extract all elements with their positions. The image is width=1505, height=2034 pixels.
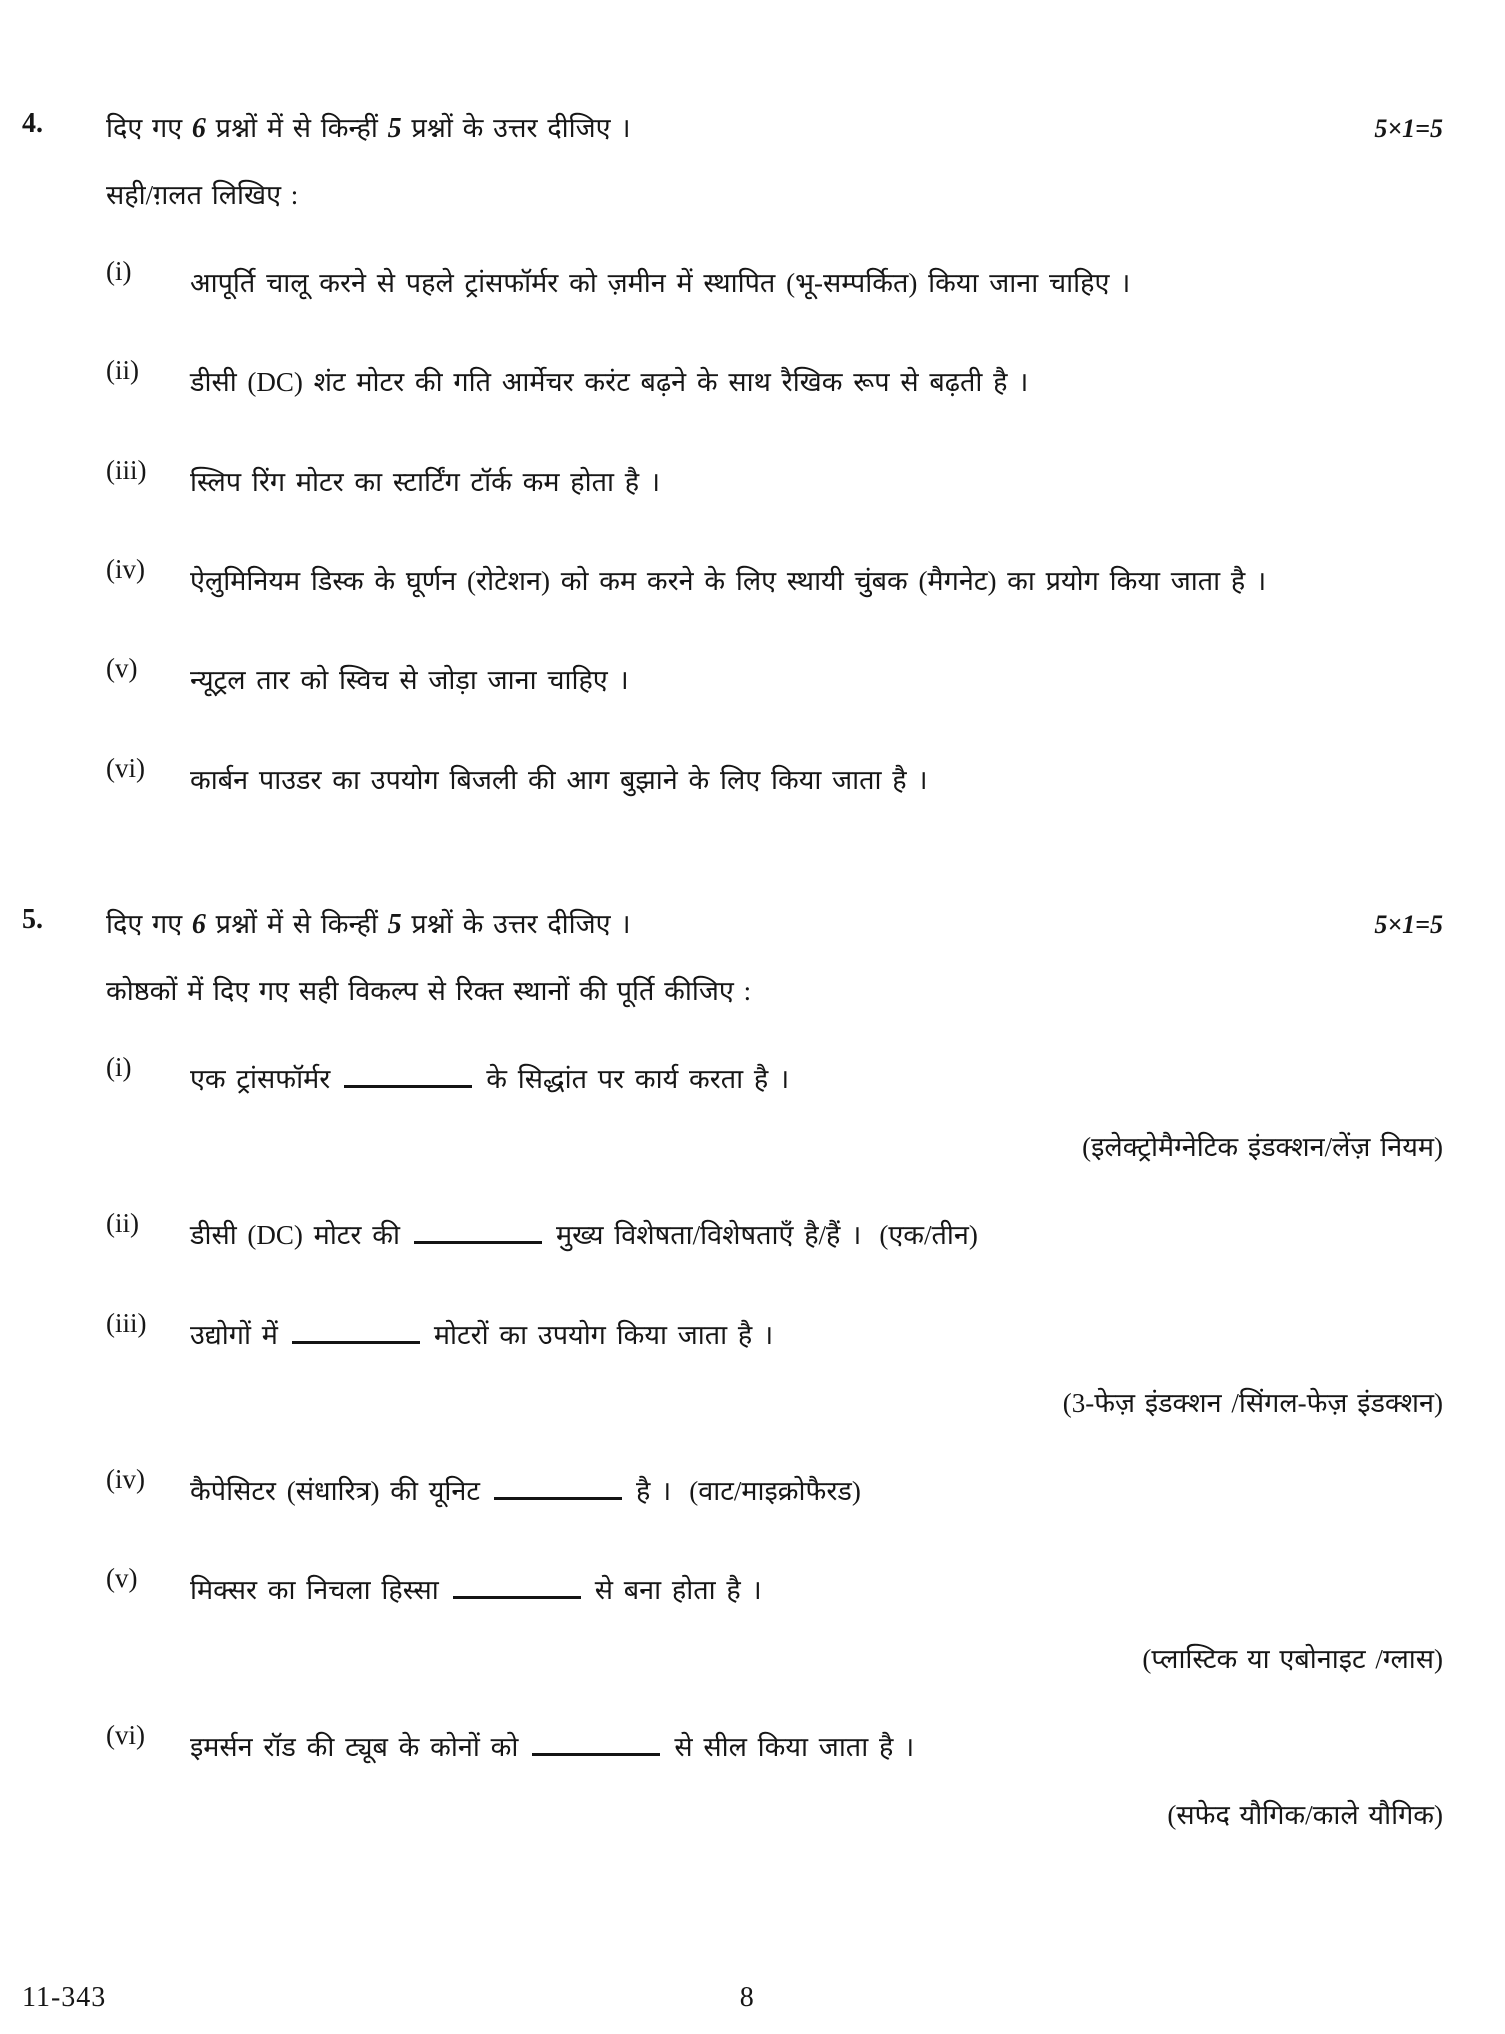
- q5-item-iii: [106, 1308, 1443, 1420]
- question-4-number: 4.: [22, 108, 43, 139]
- instruction-text: प्रश्नों के उत्तर दीजिए ।: [411, 909, 631, 940]
- q5-item-iv: [106, 1464, 1443, 1519]
- item-label: (ii): [106, 355, 139, 386]
- instruction-text: प्रश्नों में से किन्हीं: [215, 909, 378, 940]
- fill-in-blank: [292, 1318, 420, 1344]
- fill-in-blank: [414, 1218, 542, 1244]
- instruction-text: दिए गए: [106, 113, 183, 143]
- q5-item-ii: [106, 1208, 1443, 1263]
- q4-item-v: [106, 653, 1443, 708]
- q4-item-iii: [106, 455, 1443, 510]
- item-text: [190, 1208, 1443, 1263]
- q4-item-ii: [106, 355, 1443, 410]
- item-text: ऐलुमिनियम डिस्क के घूर्णन (रोटेशन) को कम करने के लिए स्थायी चुंबक (मैगनेट) का प्रयोग किया जाता है ।: [190, 566, 1267, 597]
- item-label: (i): [106, 256, 132, 286]
- instruction-count: 6: [191, 113, 206, 144]
- instruction-count: 5: [387, 909, 402, 941]
- question-5-instruction: [106, 904, 631, 941]
- text-after-blank: है ।: [635, 1476, 672, 1507]
- text-before-blank: एक ट्रांसफॉर्मर: [190, 1064, 331, 1095]
- instruction-text: दिए गए: [106, 909, 183, 940]
- text-after-blank: मुख्य विशेषता/विशेषताएँ है/हैं ।: [555, 1220, 862, 1251]
- text-after-blank: के सिद्धांत पर कार्य करता है ।: [486, 1064, 790, 1095]
- q5-item-i: [106, 1052, 1443, 1164]
- text-after-blank: से बना होता है ।: [594, 1575, 762, 1606]
- question-4-items: [106, 256, 1443, 808]
- text-after-blank: मोटरों का उपयोग किया जाता है ।: [433, 1319, 774, 1350]
- item-label: (v): [106, 1563, 138, 1594]
- question-5-subtitle: कोष्ठकों में दिए गए सही विकल्प से रिक्त स्थानों की पूर्ति कीजिए :: [106, 976, 752, 1007]
- inline-options: (एक/तीन): [879, 1220, 978, 1251]
- q4-item-iv: [106, 554, 1443, 609]
- item-text: डीसी (DC) शंट मोटर की गति आर्मेचर करंट बढ़ने के साथ रैखिक रूप से बढ़ती है ।: [190, 367, 1029, 398]
- text-before-blank: इमर्सन रॉड की ट्यूब के कोनों को: [190, 1731, 519, 1762]
- page-footer: [22, 1982, 1443, 2022]
- item-text: [190, 1563, 1443, 1618]
- page-number: 8: [739, 1982, 754, 2013]
- q5-item-vi: [106, 1720, 1443, 1832]
- options-line: (इलेक्ट्रोमैग्नेटिक इंडक्शन/लेंज़ नियम): [1082, 1132, 1443, 1163]
- item-text: स्लिप रिंग मोटर का स्टार्टिंग टॉर्क कम होता है ।: [190, 466, 661, 497]
- inline-options: (वाट/माइक्रोफैरड): [689, 1476, 861, 1507]
- text-before-blank: डीसी (DC) मोटर की: [190, 1220, 400, 1251]
- fill-in-blank: [453, 1574, 581, 1600]
- instruction-text: प्रश्नों के उत्तर दीजिए ।: [411, 113, 631, 143]
- question-5-marks: 5×1=5: [1374, 910, 1443, 940]
- item-label: (v): [106, 653, 138, 684]
- fill-in-blank: [344, 1062, 472, 1088]
- item-label: (iii): [106, 1307, 147, 1338]
- paper-code: 11-343: [22, 1982, 107, 2013]
- question-5-number: 5.: [22, 904, 43, 936]
- item-text: [190, 1052, 1443, 1107]
- question-5-items: [106, 1052, 1443, 1832]
- item-text: कार्बन पाउडर का उपयोग बिजली की आग बुझाने के लिए किया जाता है ।: [190, 764, 928, 795]
- item-label: (vi): [106, 752, 145, 783]
- text-after-blank: से सील किया जाता है ।: [674, 1731, 915, 1762]
- item-label: (iv): [106, 554, 145, 585]
- item-label: (i): [106, 1052, 132, 1083]
- question-4-subtitle: सही/ग़लत लिखिए :: [106, 180, 299, 210]
- options-line: (प्लास्टिक या एबोनाइट /ग्लास): [1142, 1643, 1443, 1674]
- item-text: [190, 1464, 1443, 1519]
- text-before-blank: उद्योगों में: [190, 1319, 278, 1350]
- q4-item-vi: [106, 753, 1443, 808]
- item-text: [190, 1720, 1443, 1775]
- item-label: (iii): [106, 454, 147, 485]
- instruction-count: 5: [387, 113, 402, 144]
- item-text: आपूर्ति चालू करने से पहले ट्रांसफॉर्मर को ज़मीन में स्थापित (भू-सम्पर्कित) किया जाना चाहिए ।: [190, 268, 1131, 298]
- text-before-blank: कैपेसिटर (संधारित्र) की यूनिट: [190, 1476, 480, 1507]
- item-text: न्यूट्रल तार को स्विच से जोड़ा जाना चाहिए ।: [190, 665, 629, 696]
- question-4-section: [22, 108, 1443, 808]
- options-line: (3-फेज़ इंडक्शन /सिंगल-फेज़ इंडक्शन): [1062, 1388, 1443, 1419]
- item-label: (vi): [106, 1719, 145, 1750]
- fill-in-blank: [532, 1730, 660, 1756]
- fill-in-blank: [494, 1474, 622, 1500]
- question-4-instruction: [106, 108, 631, 145]
- item-text: [190, 1308, 1443, 1363]
- q4-item-i: [106, 256, 1443, 311]
- q5-item-v: [106, 1563, 1443, 1675]
- instruction-count: 6: [191, 909, 206, 941]
- question-4-marks: 5×1=5: [1374, 114, 1443, 143]
- instruction-text: प्रश्नों में से किन्हीं: [215, 113, 378, 143]
- text-before-blank: मिक्सर का निचला हिस्सा: [190, 1575, 439, 1606]
- question-5-section: [22, 904, 1443, 1832]
- item-label: (ii): [106, 1208, 139, 1239]
- item-label: (iv): [106, 1464, 145, 1495]
- options-line: (सफेद यौगिक/काले यौगिक): [1167, 1800, 1443, 1831]
